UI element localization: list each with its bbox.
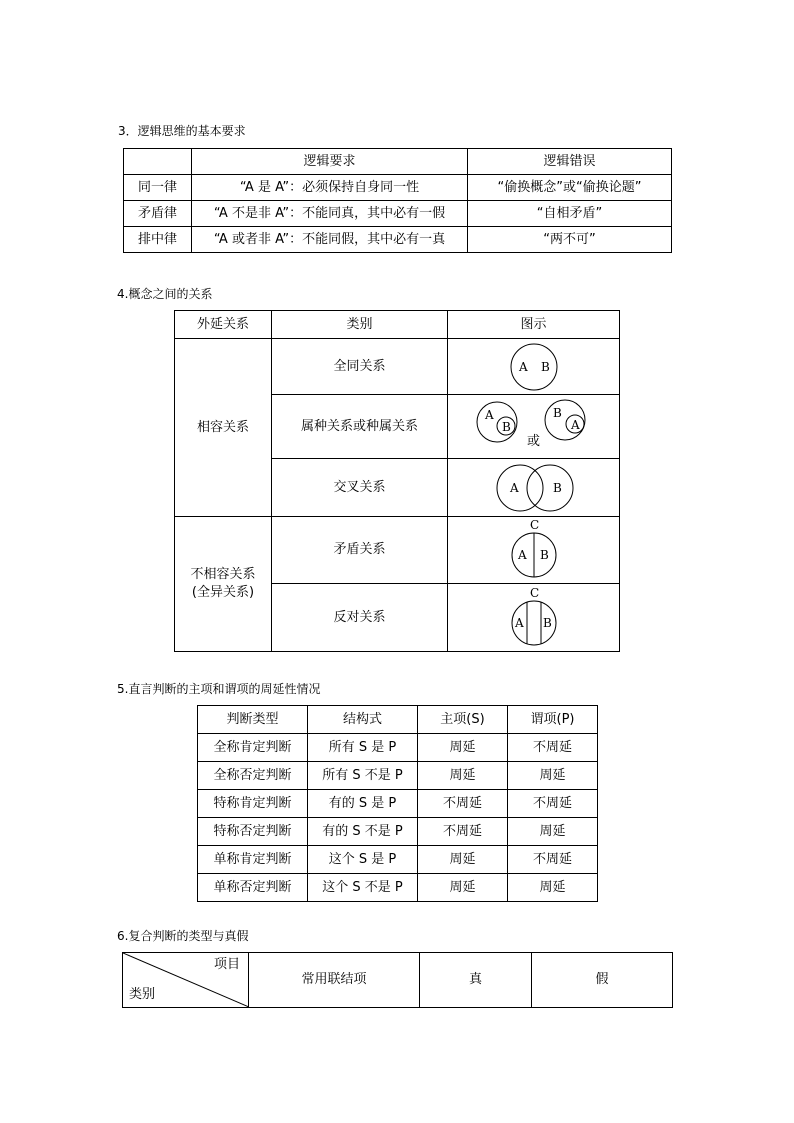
table-cell: 周延	[508, 874, 598, 902]
header-cell: 谓项(P)	[508, 706, 598, 734]
table-cell: 单称否定判断	[198, 874, 308, 902]
diagonal-header-cell	[123, 953, 249, 1008]
diag-top-label: 项目	[213, 957, 240, 972]
table-cell: 不周延	[508, 734, 598, 762]
label-a: A	[514, 615, 524, 630]
section3-title: 3．逻辑思维的基本要求	[118, 124, 246, 138]
category-cell: 全同关系	[272, 339, 448, 395]
label-a: A	[570, 417, 580, 432]
group-label-line1: 不相容关系	[190, 567, 256, 583]
table-cell: “偷换概念”或“偷换论题”	[468, 175, 672, 201]
header-cell: 常用联结项	[249, 953, 420, 1008]
table-header-row	[198, 706, 598, 734]
table-row	[175, 339, 620, 395]
section4-title: 4.概念之间的关系	[117, 287, 213, 301]
distribution-table	[197, 705, 598, 902]
table-cell: 周延	[418, 734, 508, 762]
table-row	[124, 175, 672, 201]
label-a: A	[509, 480, 519, 495]
or-label: 或	[526, 433, 540, 449]
table-cell: 不周延	[418, 790, 508, 818]
table-cell: 全称否定判断	[198, 762, 308, 790]
identity-relation-diagram	[449, 340, 619, 394]
table-cell: 单称肯定判断	[198, 846, 308, 874]
diag-bottom-label: 类别	[129, 987, 156, 1003]
header-cell: 真	[420, 953, 532, 1008]
label-b: B	[552, 480, 562, 495]
label-c: C	[529, 585, 539, 600]
category-cell: 交叉关系	[272, 459, 448, 517]
category-cell: 矛盾关系	[272, 517, 448, 584]
header-cell: 类别	[272, 311, 448, 339]
figure-cell	[448, 459, 620, 517]
table-row	[198, 874, 598, 902]
category-cell: 属种关系或种属关系	[272, 395, 448, 459]
table-row	[198, 762, 598, 790]
label-b: B	[501, 419, 511, 434]
table-cell: 所有 S 不是 P	[308, 762, 418, 790]
table-row	[124, 201, 672, 227]
table-cell: 有的 S 是 P	[308, 790, 418, 818]
contradiction-relation-diagram	[449, 517, 619, 583]
header-cell: 外延关系	[175, 311, 272, 339]
table-header-row	[124, 149, 672, 175]
label-b: B	[540, 359, 550, 374]
label-a: A	[484, 407, 494, 422]
figure-cell	[448, 517, 620, 584]
table-row	[198, 734, 598, 762]
table-row	[124, 227, 672, 253]
table-cell: 这个 S 是 P	[308, 846, 418, 874]
label-a: A	[517, 548, 527, 562]
table-cell: 全称肯定判断	[198, 734, 308, 762]
header-cell: 假	[532, 953, 673, 1008]
table-cell: “自相矛盾”	[468, 201, 672, 227]
header-cell	[124, 149, 192, 175]
label-b: B	[539, 548, 549, 562]
table-cell: 不周延	[508, 790, 598, 818]
table-row	[175, 517, 620, 584]
table-cell: 周延	[508, 818, 598, 846]
table-cell: 有的 S 不是 P	[308, 818, 418, 846]
header-cell: 图示	[448, 311, 620, 339]
table-cell: “A 或者非 A”：不能同假，其中必有一真	[192, 227, 468, 253]
table-cell: 同一律	[124, 175, 192, 201]
table-header-row	[175, 311, 620, 339]
genus-species-diagram	[449, 396, 619, 458]
section5-title: 5.直言判断的主项和谓项的周延性情况	[117, 682, 321, 696]
figure-cell	[448, 339, 620, 395]
table-cell: “A 不是非 A”：不能同真，其中必有一假	[192, 201, 468, 227]
label-a: A	[518, 359, 528, 374]
table-cell: 周延	[418, 762, 508, 790]
table-cell: 周延	[418, 874, 508, 902]
table-cell: “两不可”	[468, 227, 672, 253]
intersection-relation-diagram	[449, 460, 619, 516]
header-cell: 结构式	[308, 706, 418, 734]
table-cell: 所有 S 是 P	[308, 734, 418, 762]
table-cell: “A 是 A”：必须保持自身同一性	[192, 175, 468, 201]
table-cell: 矛盾律	[124, 201, 192, 227]
header-cell: 主项(S)	[418, 706, 508, 734]
header-cell: 逻辑错误	[468, 149, 672, 175]
table-cell: 不周延	[508, 846, 598, 874]
table-header-row	[123, 953, 673, 1008]
table-cell: 这个 S 不是 P	[308, 874, 418, 902]
group-label-line2: (全异关系)	[191, 585, 255, 600]
figure-cell	[448, 584, 620, 652]
table-row	[198, 790, 598, 818]
group-cell-incompatible	[175, 517, 272, 652]
table-cell: 不周延	[418, 818, 508, 846]
table-cell: 周延	[508, 762, 598, 790]
table-cell: 排中律	[124, 227, 192, 253]
contrariety-relation-diagram	[449, 585, 619, 651]
header-cell: 逻辑要求	[192, 149, 468, 175]
table-cell: 特称肯定判断	[198, 790, 308, 818]
table-cell: 周延	[418, 846, 508, 874]
label-b: B	[542, 615, 552, 630]
group-cell-compatible: 相容关系	[175, 339, 272, 517]
header-cell: 判断类型	[198, 706, 308, 734]
table-cell: 特称否定判断	[198, 818, 308, 846]
section6-title: 6.复合判断的类型与真假	[117, 929, 249, 943]
category-cell: 反对关系	[272, 584, 448, 652]
concept-relations-table	[174, 310, 620, 652]
logic-requirements-table	[123, 148, 672, 253]
compound-judgment-table	[122, 952, 673, 1008]
label-b: B	[552, 405, 562, 420]
table-row	[198, 818, 598, 846]
table-row	[198, 846, 598, 874]
figure-cell	[448, 395, 620, 459]
label-c: C	[529, 518, 539, 532]
